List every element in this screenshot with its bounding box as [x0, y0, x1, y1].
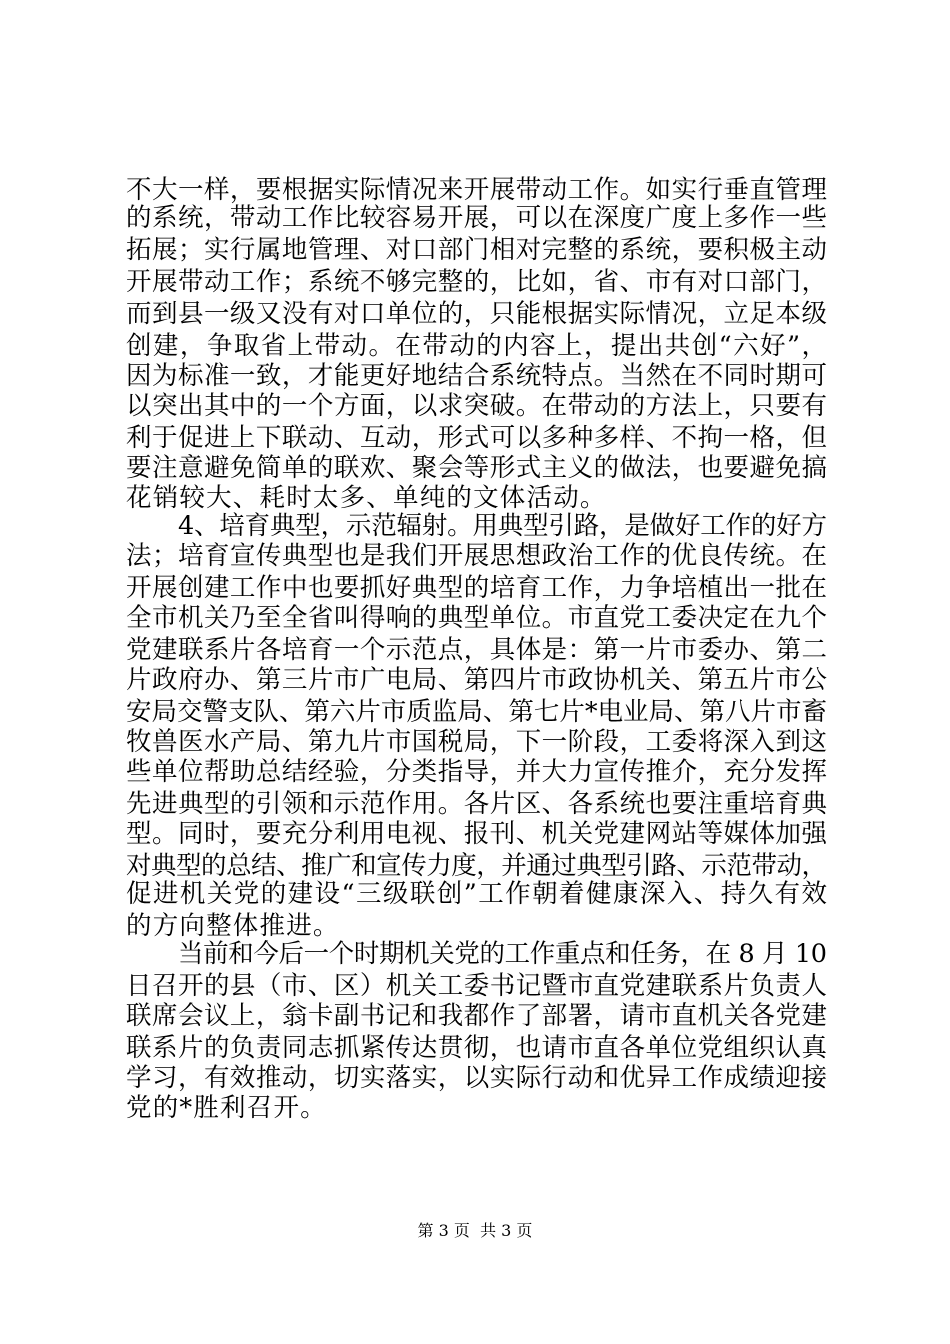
text-line-23: 对典型的总结、推广和宣传力度，并通过典型引路、示范带动， — [126, 851, 827, 881]
text-line-18: 安局交警支队、第六片市质监局、第七片*电业局、第八片市畜 — [126, 697, 827, 727]
text-line-22: 型。同时，要充分利用电视、报刊、机关党建网站等媒体加强 — [126, 819, 828, 849]
text-line-2: 的系统，带动工作比较容易开展，可以在深度广度上多作一些 — [126, 203, 828, 233]
text-line-28: 联席会议上，翁卡副书记和我都作了部署，请市直机关各党建 — [126, 1001, 828, 1031]
text-line-3: 拓展；实行属地管理、对口部门相对完整的系统，要积极主动 — [126, 235, 828, 265]
text-line-21: 先进典型的引领和示范作用。各片区、各系统也要注重培育典 — [126, 789, 828, 819]
text-line-14: 开展创建工作中也要抓好典型的培育工作，力争培植出一批在 — [126, 573, 828, 603]
text-line-9: 利于促进上下联动、互动，形式可以多种多样、不拘一格，但 — [126, 423, 828, 453]
text-line-19: 牧兽医水产局、第九片市国税局，下一阶段，工委将深入到这 — [126, 727, 828, 757]
text-line-29: 联系片的负责同志抓紧传达贯彻，也请市直各单位党组织认真 — [126, 1033, 828, 1063]
text-line-15: 全市机关乃至全省叫得响的典型单位。市直党工委决定在九个 — [126, 603, 828, 633]
text-line-8: 以突出其中的一个方面，以求突破。在带动的方法上，只要有 — [126, 391, 828, 421]
text-line-25: 的方向整体推进。 — [126, 911, 340, 941]
text-line-5: 而到县一级又没有对口单位的，只能根据实际情况，立足本级 — [126, 299, 828, 329]
text-line-27: 日召开的县（市、区）机关工委书记暨市直党建联系片负责人 — [126, 971, 828, 1001]
text-line-12: 4、培育典型，示范辐射。用典型引路，是做好工作的好方 — [178, 511, 827, 541]
text-line-31: 党的*胜利召开。 — [126, 1093, 327, 1123]
text-line-10: 要注意避免简单的联欢、聚会等形式主义的做法，也要避免搞 — [126, 453, 828, 483]
text-line-1: 不大一样，要根据实际情况来开展带动工作。如实行垂直管理 — [126, 175, 828, 205]
text-line-13: 法；培育宣传典型也是我们开展思想政治工作的优良传统。在 — [126, 541, 828, 571]
text-line-7: 因为标准一致，才能更好地结合系统特点。当然在不同时期可 — [126, 361, 828, 391]
text-line-20: 些单位帮助总结经验，分类指导，并大力宣传推介，充分发挥 — [126, 757, 828, 787]
text-line-16: 党建联系片各培育一个示范点，具体是：第一片市委办、第二 — [126, 635, 828, 665]
text-line-17: 片政府办、第三片市广电局、第四片市政协机关、第五片市公 — [126, 665, 828, 695]
text-line-24: 促进机关党的建设“三级联创”工作朝着健康深入、持久有效 — [126, 879, 829, 909]
text-line-6: 创建，争取省上带动。在带动的内容上，提出共创“六好”， — [126, 331, 829, 361]
text-line-4: 开展带动工作；系统不够完整的，比如，省、市有对口部门， — [126, 267, 828, 297]
text-line-11: 花销较大、耗时太多、单纯的文体活动。 — [126, 483, 607, 513]
page-footer: 第 3 页 共 3 页 — [417, 1221, 533, 1240]
text-line-26: 当前和今后一个时期机关党的工作重点和任务，在 8 月 10 — [178, 939, 827, 969]
text-line-30: 学习，有效推动，切实落实，以实际行动和优异工作成绩迎接 — [126, 1063, 828, 1093]
